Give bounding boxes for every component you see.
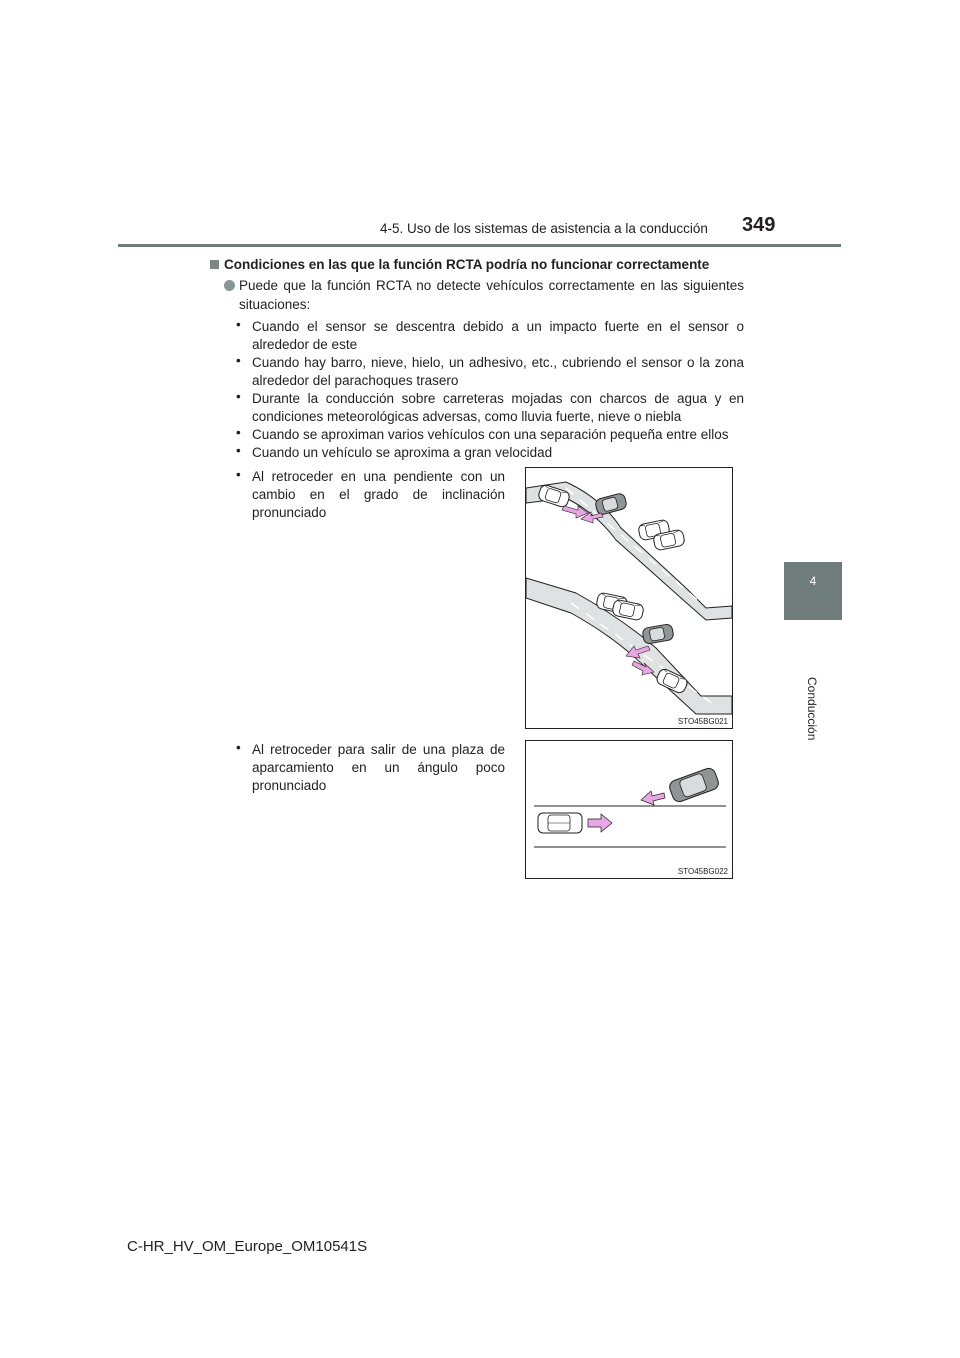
header-rule: [118, 244, 841, 247]
intro-line-2: situaciones:: [239, 297, 311, 312]
bullet-3-line-2: condiciones meteorológicas adversas, como lluvia fuerte, nieve o niebla: [252, 409, 682, 424]
fig2-text-line-2: aparcamiento en un ángulo poco: [252, 760, 505, 775]
chapter-tab: [784, 562, 842, 620]
slope-illustration: [526, 468, 732, 728]
fig1-text-line-2: cambio en el grado de inclinación: [252, 487, 505, 502]
fig1-text-line-1: Al retroceder en una pendiente con un: [252, 469, 505, 484]
figure-code: STO45BG022: [677, 867, 728, 876]
figure-code: STO45BG021: [677, 717, 728, 726]
bullet-dot: •: [236, 443, 241, 458]
bullet-dot: •: [236, 317, 241, 332]
bullet-4-line-1: Cuando se aproximan varios vehículos con una separación pequeña entre ellos: [252, 427, 729, 442]
parking-illustration: [526, 741, 732, 878]
footer-document-code: C-HR_HV_OM_Europe_OM10541S: [127, 1238, 368, 1255]
section-heading: [210, 255, 709, 274]
bullet-dot: •: [236, 740, 241, 755]
bullet-1-line-1: Cuando el sensor se descentra debido a un impacto fuerte en el sensor o: [252, 319, 744, 334]
header-title: 4-5. Uso de los sistemas de asistencia a la conducción: [380, 221, 708, 236]
fig2-text-line-1: Al retroceder para salir de una plaza de: [252, 742, 505, 757]
intro-line-1: Puede que la función RCTA no detecte vehículos correctamente en las siguientes: [239, 278, 744, 293]
page-number: 349: [742, 214, 776, 236]
fig1-text-line-3: pronunciado: [252, 505, 327, 520]
slope-figure: [525, 467, 733, 729]
section-heading-text: Condiciones en las que la función RCTA podría no funcionar correctamente: [224, 257, 710, 272]
bullet-dot: •: [236, 467, 241, 482]
parking-figure: [525, 740, 733, 879]
bullet-dot: •: [236, 353, 241, 368]
chapter-number: 4: [809, 574, 817, 588]
bullet-dot: •: [236, 389, 241, 404]
bullet-dot: •: [236, 425, 241, 440]
chapter-label: Conducción: [805, 677, 819, 741]
circle-bullet-icon: [224, 280, 235, 291]
bullet-2-line-1: Cuando hay barro, nieve, hielo, un adhesivo, etc., cubriendo el sensor o la zona: [252, 355, 744, 370]
bullet-5-line-1: Cuando un vehículo se aproxima a gran velocidad: [252, 445, 553, 460]
fig2-text-line-3: pronunciado: [252, 778, 327, 793]
bullet-3-line-1: Durante la conducción sobre carreteras mojadas con charcos de agua y en: [252, 391, 744, 406]
bullet-1-line-2: alrededor de este: [252, 337, 358, 352]
bullet-2-line-2: alrededor del parachoques trasero: [252, 373, 459, 388]
square-bullet-icon: [210, 260, 219, 269]
